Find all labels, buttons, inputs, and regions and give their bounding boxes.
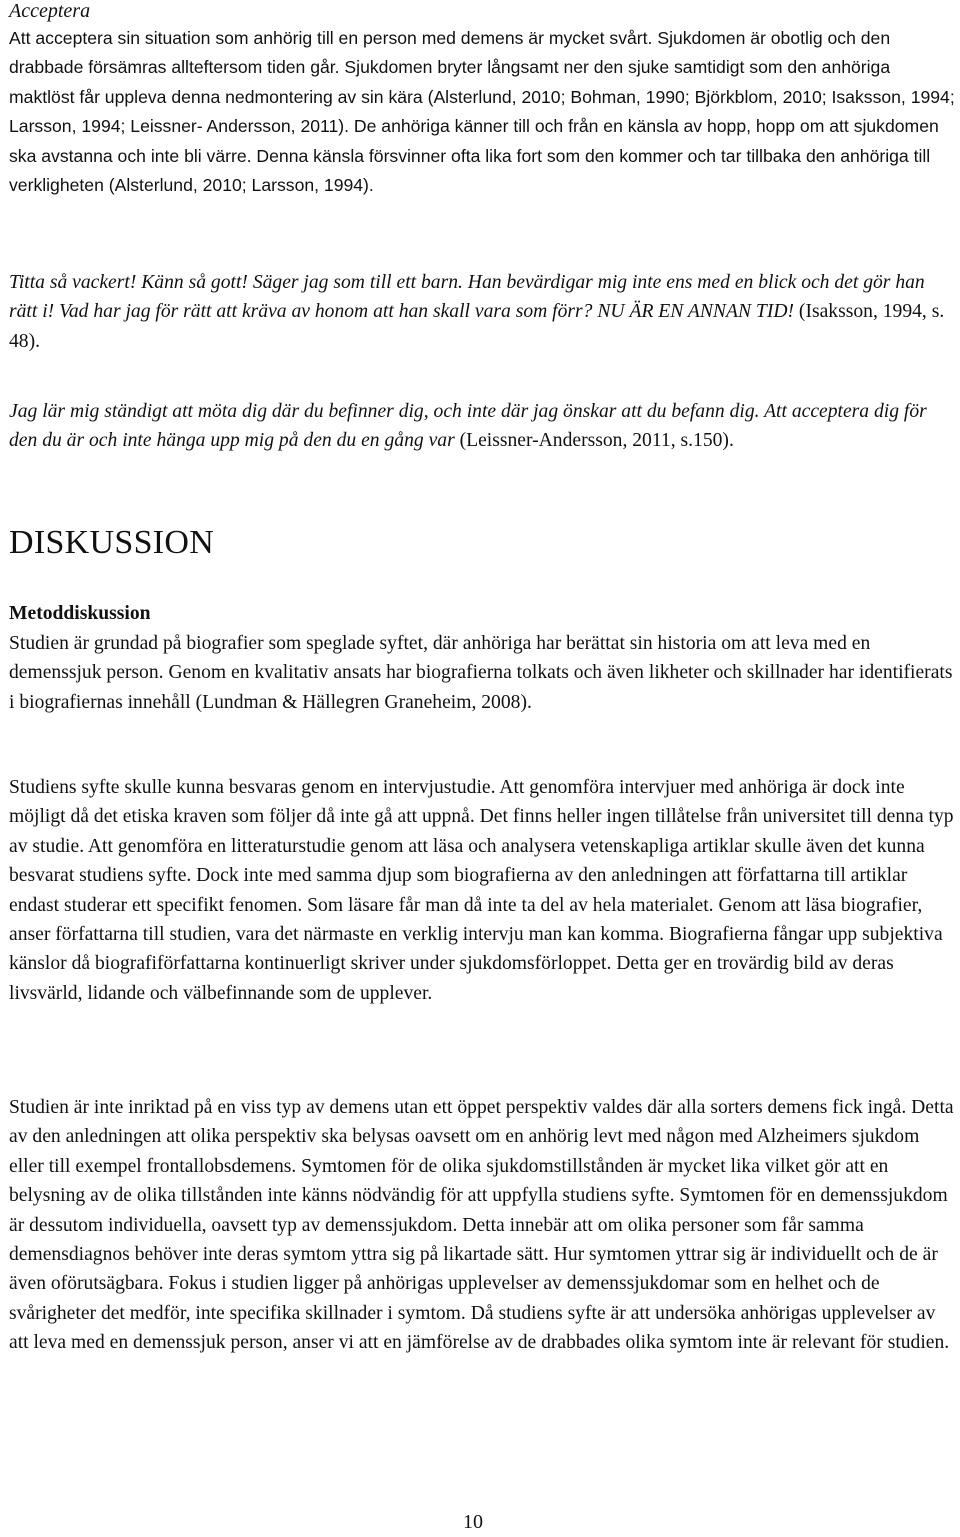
subheading-metoddiskussion: Metoddiskussion [9,603,151,624]
paragraph-metod-2: Studiens syfte skulle kunna besvaras genom en intervjustudie. Att genomföra intervjuer med anhöriga är dock inte möjligt då det etiska kraven som följer då inte gå att uppnå. Det finns heller ingen tillåtelse från universitet till denna typ av studie. Att genomföra en litteraturstudie genom att läsa och analysera vetenskapliga artiklar skulle även det kunna besvarat studiens syfte. Dock inte med samma djup som biografierna av den anledningen att författarna till artiklar endast studerar ett specifikt fenomen. Som läsare får man då inte ta del av hela materialet. Genom att läsa biografier, anser författarna till studien, vara det närmaste en verklig intervju man kan komma. Biografierna fångar upp subjektiva känslor då biografiförfattarna kontinuerligt skriver under sjukdomsförloppet. Detta ger en trovärdig bild av deras livsvärld, lidande och välbefinnande som de upplever. [9,777,954,1004]
section-heading-diskussion: DISKUSSION [9,524,215,561]
quote-isaksson-text: Titta så vackert! Känn så gott! Säger jag som till ett barn. Han bevärdigar mig inte ens med en blick och det gör han rätt i! Vad har jag för rätt att kräva av honom att han skall vara som förr? NU ÄR EN ANNAN TID! [9,272,925,323]
paragraph-acceptera-text: Att acceptera sin situation som anhörig till en person med demens är mycket svårt. Sjukdomen är obotlig och den drabbade försämras allteftersom tiden går. Sjukdomen bryter långsamt ner den sjuke samtidigt som den anhöriga maktlöst får uppleva denna nedmontering av sin kära (Alsterlund, 2010; Bohman, 1990; Björkblom, 2010; Isaksson, 1994; Larsson, 1994; Leissner- Andersson, 2011). De anhöriga känner till och från en känsla av hopp, hopp om att sjukdomen ska avstanna och inte bli värre. Denna känsla försvinner ofta lika fort som den kommer och tar tillbaka den anhöriga till verkligheten (Alsterlund, 2010; Larsson, 1994). [9,28,955,196]
quote-leissner-text: Jag lär mig ständigt att möta dig där du befinner dig, och inte där jag önskar att du befann dig. Att acceptera dig för den du är och inte hänga upp mig på den du en gång var [9,401,927,452]
section-heading-acceptera: Acceptera [9,0,91,22]
quote-leissner [9,397,955,456]
quote-isaksson [9,268,955,356]
paragraph-acceptera [9,24,955,200]
quote-leissner-citation: (Leissner-Andersson, 2011, s.150). [454,430,734,452]
paragraph-metod-1: Studien är grundad på biografier som speglade syftet, där anhöriga har berättat sin historia om att leva med en demenssjuk person. Genom en kvalitativ ansats har biografierna tolkats och även likheter och skillnader har identifierats i biografiernas innehåll (Lundman & Hällegren Graneheim, 2008). [9,633,953,713]
page-number: 10 [463,1511,483,1533]
paragraph-metod-3: Studien är inte inriktad på en viss typ av demens utan ett öppet perspektiv valdes där alla sorters demens fick ingå. Detta av den anledningen att olika perspektiv ska belysas oavsett om en anhörig levt med någon med Alzheimers sjukdom eller till exempel frontallobsdemens. Symtomen för de olika sjukdomstillstånden är mycket lika vilket gör att en belysning av de olika tillstånden inte känns nödvändig för att uppfylla studiens syfte. Symtomen för en demenssjukdom är dessutom individuella, oavsett typ av demenssjukdom. Detta innebär att om olika personer som får samma demensdiagnos behöver inte deras symtom yttra sig på likartade sätt. Hur symtomen yttrar sig är individuellt och de är även oförutsägbara. Fokus i studien ligger på anhörigas upplevelser av demenssjukdomar som en helhet och de svårigheter det medför, inte specifika skillnader i symtom. Då studiens syfte är att undersöka anhörigas upplevelser av att leva med en demenssjuk person, anser vi att en jämförelse av de drabbades olika symtom inte är relevant för studien. [9,1097,954,1354]
quote-isaksson-citation: (Isaksson, 1994, s. 48). [9,301,945,352]
